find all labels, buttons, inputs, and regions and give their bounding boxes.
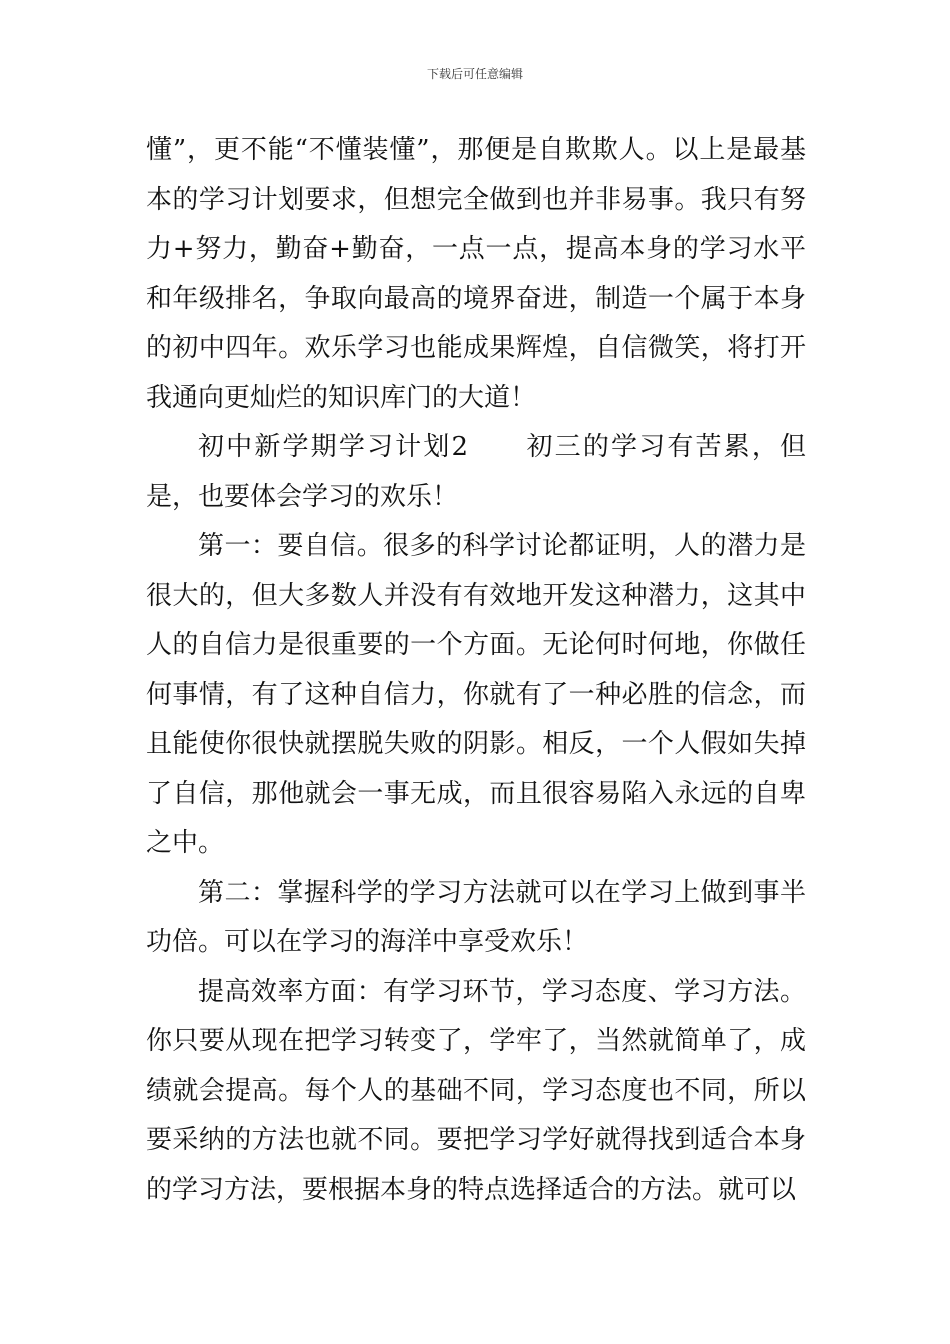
paragraph-plan-2-intro: 初中新学期学习计划2 初三的学习有苦累，但是，也要体会学习的欢乐！ xyxy=(146,432,806,512)
paragraph-efficiency: 提高效率方面：有学习环节，学习态度、学习方法。你只要从现在把学习转变了，学牢了，当然就简单了，成绩就会提高。每个人的基础不同，学习态度也不同，所以要采纳的方法也就不同。要把学习学好就得找到适合本身的学习方法，要根据本身的特点选择适合的方法。就可以 xyxy=(146,976,806,1205)
document-body xyxy=(146,126,806,1215)
page-header: 下载后可任意编辑 xyxy=(426,67,523,81)
paragraph-point-one: 第一：要自信。很多的科学讨论都证明，人的潜力是很大的，但大多数人并没有有效地开发这种潜力，这其中人的自信力是很重要的一个方面。无论何时何地，你做任何事情，有了这种自信力，你就有了一种必胜的信念，而且能使你很快就摆脱失败的阴影。相反，一个人假如失掉了自信，那他就会一事无成，而且很容易陷入永远的自卑之中。 xyxy=(146,531,806,858)
paragraph-continuation: 懂”，更不能“不懂装懂”，那便是自欺欺人。以上是最基本的学习计划要求，但想完全做到也并非易事。我只有努力+努力，勤奋+勤奋，一点一点，提高本身的学习水平和年级排名，争取向最高的境界奋进，制造一个属于本身的初中四年。欢乐学习也能成果辉煌，自信微笑，将打开我通向更灿烂的知识库门的大道！ xyxy=(146,135,806,413)
paragraph-point-two: 第二：掌握科学的学习方法就可以在学习上做到事半功倍。可以在学习的海洋中享受欢乐！ xyxy=(146,877,806,957)
